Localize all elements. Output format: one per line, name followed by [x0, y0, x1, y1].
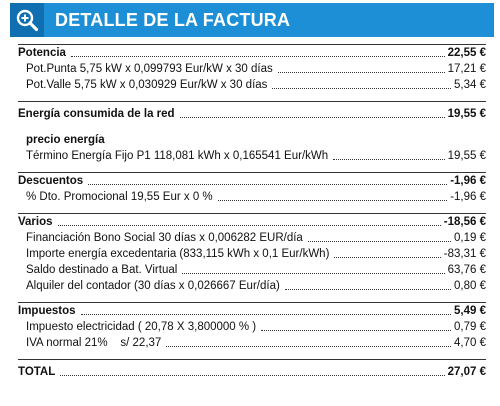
line-item — [18, 262, 486, 278]
dot-leader — [81, 314, 452, 315]
item-label: Pot.Valle 5,75 kW x 0,030929 Eur/kW x 30 días — [26, 79, 268, 91]
dot-leader — [261, 330, 451, 331]
item-label: % Dto. Promocional 19,55 Eur x 0 % — [26, 191, 213, 203]
line-item — [18, 230, 486, 246]
dot-leader — [272, 88, 451, 89]
section-descuentos — [18, 173, 486, 189]
item-amount: -1,96 € — [450, 191, 486, 203]
subheading — [18, 132, 486, 148]
section-label: Potencia — [18, 47, 66, 59]
line-item — [18, 278, 486, 294]
item-amount: -83,31 € — [443, 248, 486, 260]
dot-leader — [218, 200, 448, 201]
item-amount: 17,21 € — [447, 63, 486, 75]
item-amount: 0,19 € — [454, 232, 486, 244]
line-item — [18, 148, 486, 164]
magnifier-plus-icon — [15, 8, 39, 32]
section-impuestos — [18, 303, 486, 319]
section-varios — [18, 214, 486, 230]
section-label: Varios — [18, 216, 53, 228]
line-item — [18, 335, 486, 351]
section-label: Impuestos — [18, 305, 76, 317]
line-item — [18, 61, 486, 77]
item-amount: 5,34 € — [454, 79, 486, 91]
section-amount: 5,49 € — [454, 305, 486, 317]
dot-leader — [71, 56, 445, 57]
dot-leader — [182, 273, 444, 274]
item-amount: 0,80 € — [454, 280, 486, 292]
dot-leader — [88, 184, 447, 185]
dot-leader — [58, 225, 441, 226]
page-title: DETALLE DE LA FACTURA — [55, 9, 291, 30]
section-amount: -18,56 € — [443, 216, 486, 228]
dot-leader — [334, 257, 440, 258]
dot-leader — [308, 241, 451, 242]
item-label: Impuesto electricidad ( 20,78 X 3,800000 % ) — [26, 321, 257, 333]
item-amount: 0,79 € — [454, 321, 486, 333]
section-potencia — [18, 45, 486, 61]
line-item — [18, 246, 486, 262]
dot-leader — [60, 375, 444, 376]
item-label: Alquiler del contador (30 días x 0,026667 Eur/día) — [26, 280, 280, 292]
section-energia — [18, 102, 486, 122]
invoice-total — [18, 360, 486, 380]
item-amount: 4,70 € — [454, 337, 486, 349]
dot-leader — [278, 72, 445, 73]
total-amount: 27,07 € — [447, 366, 486, 378]
dot-leader — [166, 346, 451, 347]
invoice-detail — [18, 44, 486, 380]
section-amount: 19,55 € — [447, 108, 486, 120]
line-item — [18, 77, 486, 93]
line-item — [18, 319, 486, 335]
item-label: Término Energía Fijo P1 118,081 kWh x 0,165541 Eur/kWh — [26, 150, 329, 162]
dot-leader — [180, 117, 445, 118]
section-label: Descuentos — [18, 175, 84, 187]
subheading-label: precio energía — [26, 134, 105, 146]
item-label: Financiación Bono Social 30 días x 0,006282 EUR/día — [26, 232, 303, 244]
item-label: Saldo destinado a Bat. Virtual — [26, 264, 178, 276]
invoice-header — [10, 3, 494, 37]
dot-leader — [285, 289, 451, 290]
zoom-button[interactable] — [10, 3, 44, 37]
item-amount: 19,55 € — [447, 150, 486, 162]
item-amount: 63,76 € — [447, 264, 486, 276]
item-label: Importe energía excedentaria (833,115 kWh x 0,1 Eur/kWh) — [26, 248, 330, 260]
item-label: Pot.Punta 5,75 kW x 0,099793 Eur/kW x 30 días — [26, 63, 273, 75]
item-label: IVA normal 21% s/ 22,37 — [26, 337, 162, 349]
section-amount: 22,55 € — [447, 47, 486, 59]
section-label: Energía consumida de la red — [18, 108, 175, 120]
section-amount: -1,96 € — [450, 175, 486, 187]
dot-leader — [333, 159, 444, 160]
line-item — [18, 189, 486, 205]
total-label: TOTAL — [18, 366, 56, 378]
